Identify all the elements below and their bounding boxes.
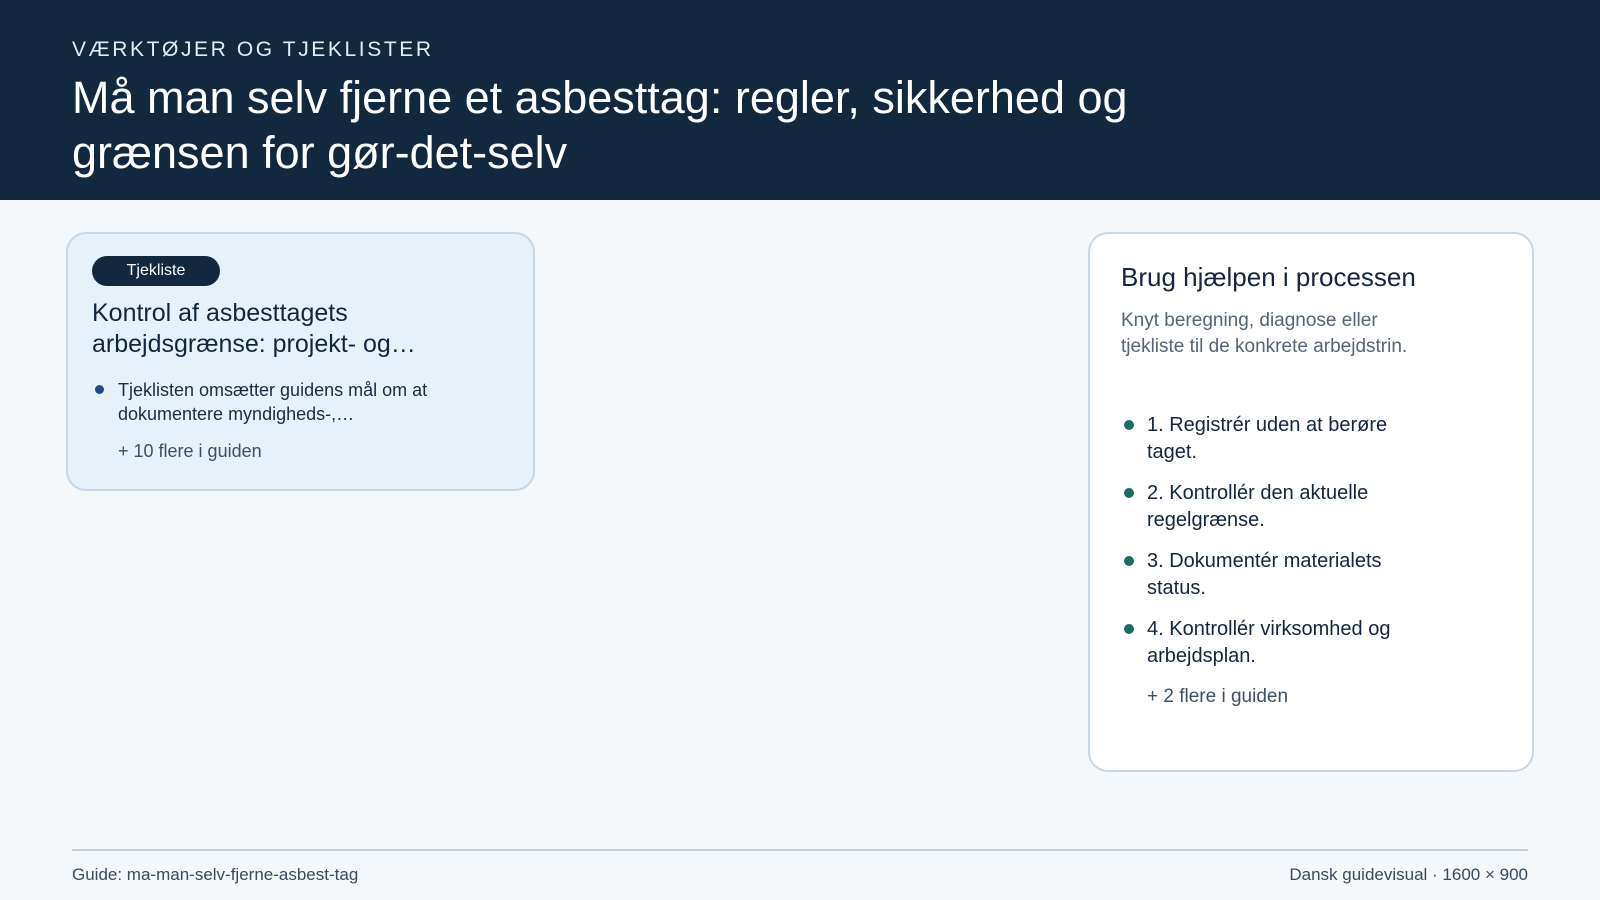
- checklist-more-link[interactable]: + 10 flere i guiden: [118, 441, 262, 461]
- process-step-text: 1. Registrér uden at berøre taget.: [1147, 414, 1388, 463]
- bullet-dot-icon: [1124, 624, 1134, 634]
- process-card: [1088, 232, 1534, 772]
- process-step: [1121, 480, 1501, 534]
- footer-visual-info: Dansk guidevisual · 1600 × 900: [1289, 865, 1528, 884]
- bullet-dot-icon: [95, 385, 104, 394]
- section-eyebrow: VÆRKTØJER OG TJEKLISTER: [72, 38, 434, 61]
- process-step: [1121, 616, 1501, 670]
- checklist-title: Kontrol af asbesttagets arbejdsgrænse: projekt- og…: [92, 299, 416, 358]
- process-step-text: 3. Dokumentér materialets status.: [1147, 550, 1382, 599]
- checklist-badge: Tjekliste: [92, 256, 220, 286]
- process-subtitle: Knyt beregning, diagnose eller tjekliste til de konkrete arbejdstrin.: [1121, 310, 1408, 357]
- checklist-bullet: [92, 378, 492, 426]
- checklist-card[interactable]: [66, 232, 535, 491]
- process-title: Brug hjælpen i processen: [1121, 262, 1416, 292]
- footer-guide-slug: Guide: ma-man-selv-fjerne-asbest-tag: [72, 865, 359, 884]
- process-step: [1121, 412, 1501, 466]
- bullet-dot-icon: [1124, 556, 1134, 566]
- process-step: [1121, 548, 1501, 602]
- bullet-dot-icon: [1124, 420, 1134, 430]
- checklist-bullet-text: Tjeklisten omsætter guidens mål om at dokumentere myndigheds-,…: [118, 380, 428, 424]
- bullet-dot-icon: [1124, 488, 1134, 498]
- page-title: Må man selv fjerne et asbesttag: regler, sikkerhed og grænsen for gør-det-selv: [72, 72, 1128, 178]
- process-more-link[interactable]: + 2 flere i guiden: [1147, 686, 1289, 707]
- footer-divider: [72, 849, 1528, 851]
- process-step-text: 2. Kontrollér den aktuelle regelgrænse.: [1147, 482, 1369, 531]
- process-steps-list: [1121, 412, 1501, 684]
- process-step-text: 4. Kontrollér virksomhed og arbejdsplan.: [1147, 618, 1391, 667]
- page-header: [0, 0, 1600, 200]
